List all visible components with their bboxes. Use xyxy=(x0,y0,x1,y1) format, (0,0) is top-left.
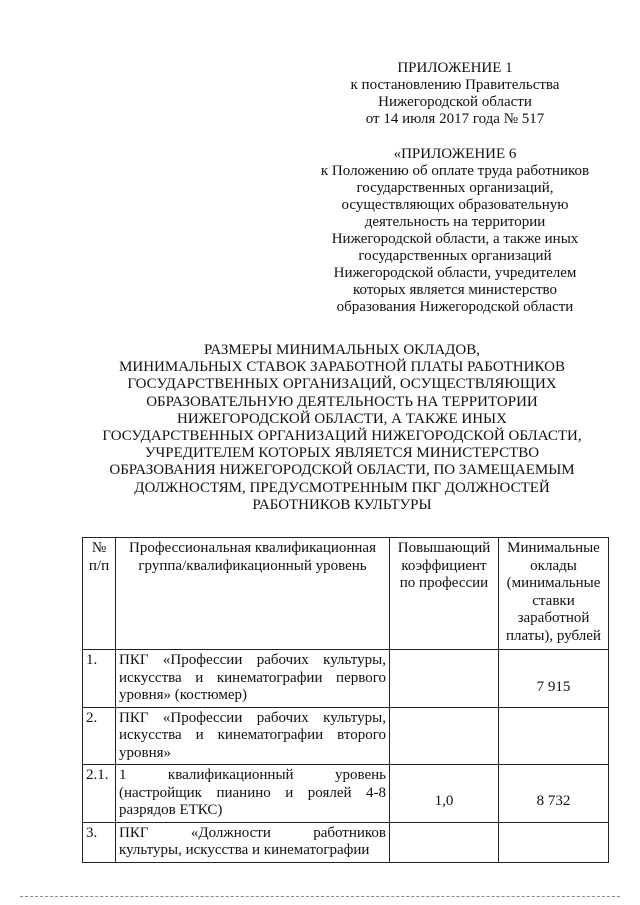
title-line: УЧРЕДИТЕЛЕМ КОТОРЫХ ЯВЛЯЕТСЯ МИНИСТЕРСТВО xyxy=(144,445,540,462)
appendix-1-line: от 14 июля 2017 года № 517 xyxy=(365,111,545,127)
appendix-6-line: которых является министерство xyxy=(352,282,558,298)
row-group: ПКГ «Профессии рабочих культуры, искусства и кинематографии первого уровня» (костюмер) xyxy=(116,650,390,708)
row-number: 2.1. xyxy=(83,765,116,823)
appendix-6-line: образования Нижегородской области xyxy=(336,299,574,315)
appendix-6-line: государственных организаций xyxy=(358,248,552,264)
row-coefficient xyxy=(390,650,499,708)
row-salary: 8 732 xyxy=(499,765,609,823)
page-bottom-edge xyxy=(20,896,620,897)
table-row xyxy=(83,822,609,862)
header-coefficient: Повышающий коэффициент по профессии xyxy=(390,538,499,650)
appendix-6-block xyxy=(300,146,610,316)
title-line: НИЖЕГОРОДСКОЙ ОБЛАСТИ, А ТАКЖЕ ИНЫХ xyxy=(177,410,507,427)
title-line: РАЗМЕРЫ МИНИМАЛЬНЫХ ОКЛАДОВ, xyxy=(203,342,481,358)
row-number: 2. xyxy=(83,707,116,765)
row-coefficient: 1,0 xyxy=(390,765,499,823)
title-line: ГОСУДАРСТВЕННЫХ ОРГАНИЗАЦИЙ НИЖЕГОРОДСКОЙ ОБЛАСТИ, xyxy=(102,428,582,445)
row-salary: 7 915 xyxy=(499,650,609,708)
title-line: ГОСУДАРСТВЕННЫХ ОРГАНИЗАЦИЙ, ОСУЩЕСТВЛЯЮЩИХ xyxy=(127,376,557,393)
table-row xyxy=(83,707,609,765)
header-number: № п/п xyxy=(83,538,116,650)
title-line: ОБРАЗОВАТЕЛЬНУЮ ДЕЯТЕЛЬНОСТЬ НА ТЕРРИТОРИИ xyxy=(146,393,538,410)
table-row xyxy=(83,765,609,823)
row-salary xyxy=(499,822,609,862)
appendix-1-line: ПРИЛОЖЕНИЕ 1 xyxy=(397,60,513,76)
appendix-6-line: Нижегородской области, а также иных xyxy=(331,231,579,247)
row-group: ПКГ «Профессии рабочих культуры, искусства и кинематографии второго уровня» xyxy=(116,707,390,765)
title-line: МИНИМАЛЬНЫХ СТАВОК ЗАРАБОТНОЙ ПЛАТЫ РАБОТНИКОВ xyxy=(119,359,565,376)
salary-table xyxy=(82,537,609,863)
row-group: 1 квалификационный уровень (настройщик пианино и роялей 4-8 разрядов ЕТКС) xyxy=(116,765,390,823)
row-coefficient xyxy=(390,822,499,862)
header-min-salary: Минимальные оклады (минимальные ставки заработной платы), рублей xyxy=(499,538,609,650)
appendix-6-line: осуществляющих образовательную xyxy=(341,197,569,213)
title-line: РАБОТНИКОВ КУЛЬТУРЫ xyxy=(252,496,432,513)
row-coefficient xyxy=(390,707,499,765)
appendix-1-block xyxy=(300,60,610,128)
appendix-6-line: Нижегородской области, учредителем xyxy=(333,265,577,281)
appendix-6-line: деятельность на территории xyxy=(364,214,546,230)
table-header-row xyxy=(83,538,609,650)
appendix-1-line: к постановлению Правительства xyxy=(350,77,560,93)
appendix-1-line: Нижегородской области xyxy=(378,94,532,110)
row-group: ПКГ «Должности работников культуры, искусства и кинематографии xyxy=(116,822,390,862)
header-group: Профессиональная квалификационная группа/квалификационный уровень xyxy=(116,538,390,650)
appendix-6-line: государственных организаций, xyxy=(356,180,554,196)
row-salary xyxy=(499,707,609,765)
appendix-6-line: к Положению об оплате труда работников xyxy=(320,163,590,179)
row-number: 3. xyxy=(83,822,116,862)
title-line: ОБРАЗОВАНИЯ НИЖЕГОРОДСКОЙ ОБЛАСТИ, ПО ЗАМЕЩАЕМЫМ xyxy=(109,462,575,479)
appendix-6-line: «ПРИЛОЖЕНИЕ 6 xyxy=(393,146,517,162)
table-row xyxy=(83,650,609,708)
title-line: ДОЛЖНОСТЯМ, ПРЕДУСМОТРЕННЫМ ПКГ ДОЛЖНОСТЕЙ xyxy=(134,479,550,496)
document-title xyxy=(62,342,622,514)
row-number: 1. xyxy=(83,650,116,708)
